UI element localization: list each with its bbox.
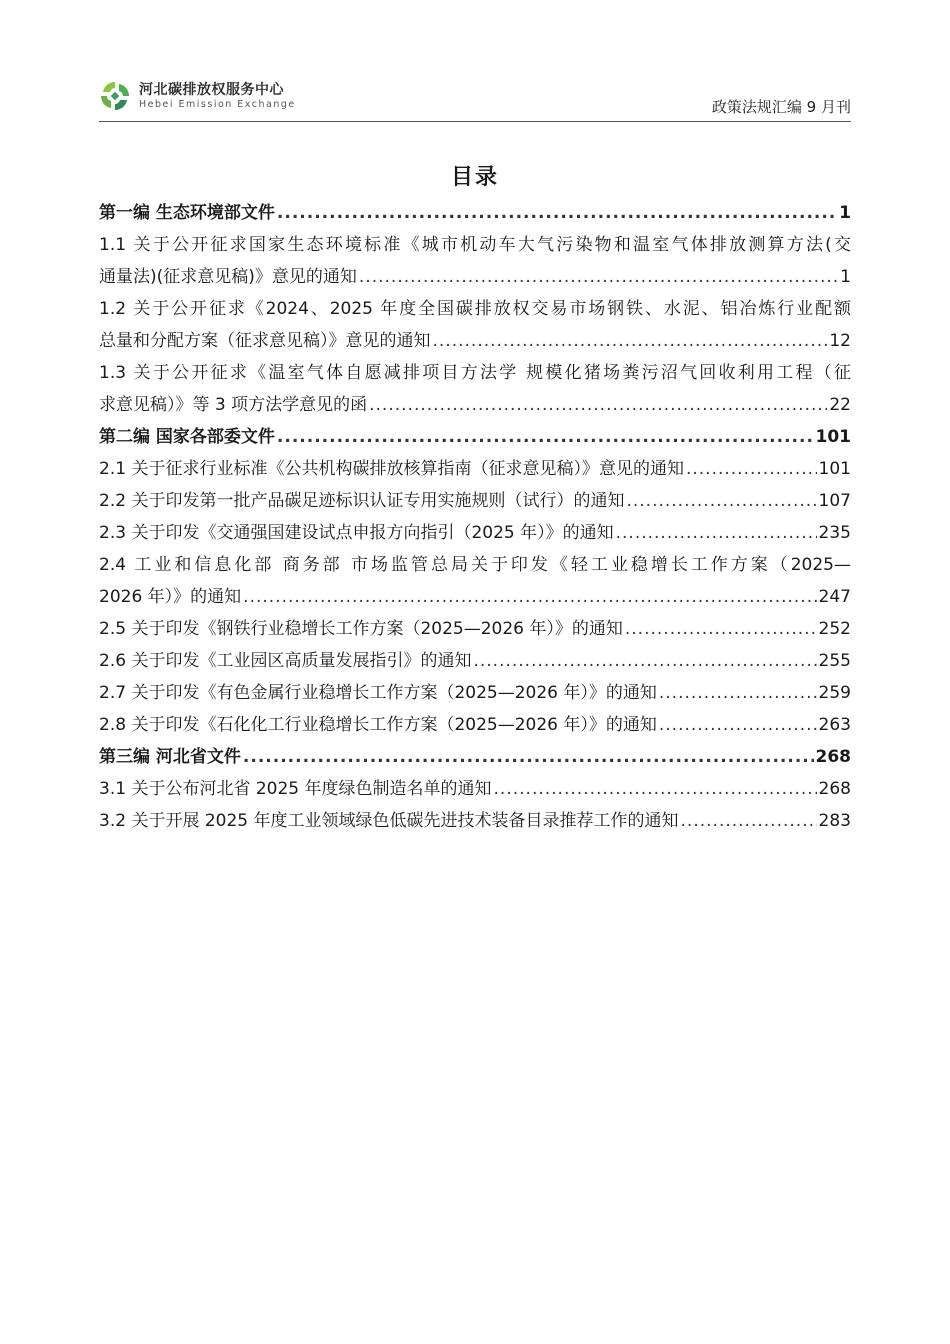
organization-logo (99, 80, 296, 112)
toc-entry-title-line1: 1.1 关于公开征求国家生态环境标准《城市机动车大气污染物和温室气体排放测算方法(交 (99, 235, 851, 255)
toc-entry-title: 2.5 关于印发《钢铁行业稳增长工作方案（2025—2026 年）》的通知 (99, 619, 623, 639)
toc-entry-title: 2.3 关于印发《交通强国建设试点申报方向指引（2025 年）》的通知 (99, 523, 614, 543)
toc-entry-title: 2026 年）》的通知 (99, 587, 242, 607)
logo-english-name: Hebei Emission Exchange (139, 98, 296, 110)
toc-item-2-7[interactable] (99, 677, 851, 709)
toc-item-3-2[interactable] (99, 805, 851, 837)
toc-entry-title: 2.2 关于印发第一批产品碳足迹标识认证专用实施规则（试行）的通知 (99, 491, 625, 511)
toc-page-number: 252 (818, 619, 851, 639)
toc-leader-dots (243, 741, 814, 773)
toc-leader-dots (686, 453, 817, 485)
logo-icon (99, 80, 131, 112)
table-of-contents (99, 197, 851, 837)
toc-leader-dots (433, 325, 828, 357)
toc-page-number: 259 (818, 683, 851, 703)
toc-item-2-8[interactable] (99, 709, 851, 741)
toc-entry-title: 3.1 关于公布河北省 2025 年度绿色制造名单的通知 (99, 779, 492, 799)
toc-entry-title: 总量和分配方案（征求意见稿）》意见的通知 (99, 331, 431, 351)
toc-page-number: 101 (818, 459, 851, 479)
publication-title: 政策法规汇编 9 月刊 (711, 98, 851, 116)
toc-page-number: 1 (840, 267, 851, 287)
toc-leader-dots (681, 805, 817, 837)
toc-page-number: 22 (829, 395, 851, 415)
toc-section-3[interactable] (99, 741, 851, 773)
toc-leader-dots (359, 261, 838, 293)
toc-leader-dots (616, 517, 817, 549)
toc-page-number: 107 (818, 491, 851, 511)
toc-entry-title: 通量法)(征求意见稿)》意见的通知 (99, 267, 357, 287)
toc-item-2-4[interactable] (99, 549, 851, 613)
toc-item-2-1[interactable] (99, 453, 851, 485)
toc-leader-dots (494, 773, 817, 805)
toc-entry-title: 第二编 国家各部委文件 (99, 427, 275, 447)
toc-page-number: 247 (818, 587, 851, 607)
toc-page-number: 235 (818, 523, 851, 543)
toc-item-2-2[interactable] (99, 485, 851, 517)
toc-page-number: 12 (829, 331, 851, 351)
toc-entry-title: 2.8 关于印发《石化化工行业稳增长工作方案（2025—2026 年）》的通知 (99, 715, 657, 735)
toc-page-number: 101 (815, 427, 851, 447)
toc-leader-dots (659, 677, 817, 709)
toc-leader-dots (473, 645, 816, 677)
toc-leader-dots (369, 389, 827, 421)
toc-item-2-5[interactable] (99, 613, 851, 645)
toc-entry-title: 2.6 关于印发《工业园区高质量发展指引》的通知 (99, 651, 472, 671)
toc-leader-dots (659, 709, 817, 741)
toc-item-1-3[interactable] (99, 357, 851, 421)
page-header (99, 76, 851, 122)
toc-leader-dots (277, 197, 837, 229)
toc-entry-title: 2.7 关于印发《有色金属行业稳增长工作方案（2025—2026 年）》的通知 (99, 683, 657, 703)
toc-entry-title-line1: 1.2 关于公开征求《2024、2025 年度全国碳排放权交易市场钢铁、水泥、铝冶炼行业配额 (99, 299, 851, 319)
toc-section-1[interactable] (99, 197, 851, 229)
toc-page-number: 263 (818, 715, 851, 735)
toc-page-number: 268 (815, 747, 851, 767)
toc-section-2[interactable] (99, 421, 851, 453)
toc-entry-title: 第三编 河北省文件 (99, 747, 241, 767)
toc-title: 目录 (450, 165, 499, 190)
logo-chinese-name: 河北碳排放权服务中心 (139, 81, 284, 98)
toc-entry-title-line1: 2.4 工业和信息化部 商务部 市场监管总局关于印发《轻工业稳增长工作方案（2025— (99, 555, 851, 575)
toc-page-number: 283 (818, 811, 851, 831)
toc-entry-title: 求意见稿）》等 3 项方法学意见的函 (99, 395, 368, 415)
toc-page-number: 1 (839, 203, 851, 223)
toc-entry-title-line1: 1.3 关于公开征求《温室气体自愿减排项目方法学 规模化猪场粪污沼气回收利用工程（征 (99, 363, 851, 383)
toc-page-number: 268 (818, 779, 851, 799)
toc-page-number: 255 (818, 651, 851, 671)
toc-leader-dots (243, 581, 816, 613)
toc-entry-title: 第一编 生态环境部文件 (99, 203, 275, 223)
toc-item-1-2[interactable] (99, 293, 851, 357)
toc-entry-title: 2.1 关于征求行业标准《公共机构碳排放核算指南（征求意见稿）》意见的通知 (99, 459, 684, 479)
toc-item-3-1[interactable] (99, 773, 851, 805)
toc-leader-dots (625, 613, 817, 645)
toc-leader-dots (277, 421, 814, 453)
toc-item-1-1[interactable] (99, 229, 851, 293)
toc-item-2-3[interactable] (99, 517, 851, 549)
toc-leader-dots (626, 485, 816, 517)
toc-entry-title: 3.2 关于开展 2025 年度工业领域绿色低碳先进技术装备目录推荐工作的通知 (99, 811, 679, 831)
toc-item-2-6[interactable] (99, 645, 851, 677)
